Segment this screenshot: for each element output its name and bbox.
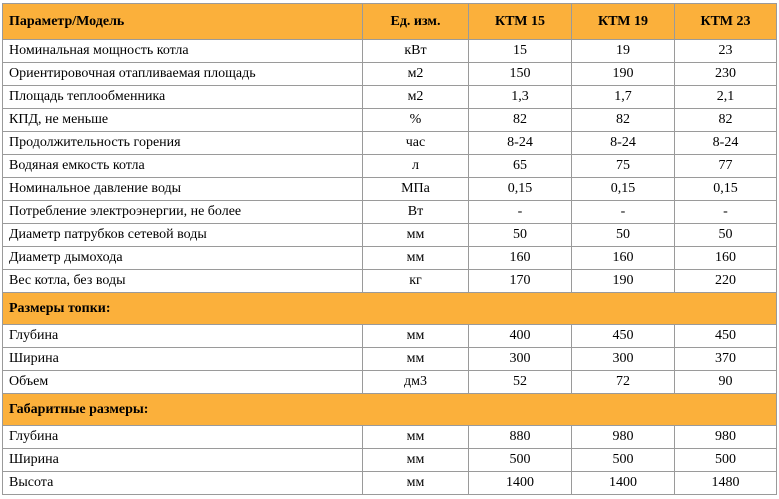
table-row xyxy=(3,63,777,86)
row-unit: кг xyxy=(363,270,469,293)
table-row xyxy=(3,247,777,270)
row-unit: Вт xyxy=(363,201,469,224)
row-value: 300 xyxy=(469,348,572,371)
header-model: КТМ 15 xyxy=(469,4,572,40)
row-value: 450 xyxy=(572,325,675,348)
row-value: 190 xyxy=(572,63,675,86)
row-label: Глубина xyxy=(3,426,363,449)
row-value: 23 xyxy=(675,40,777,63)
row-value: 230 xyxy=(675,63,777,86)
row-label: Площадь теплообменника xyxy=(3,86,363,109)
header-model: КТМ 19 xyxy=(572,4,675,40)
row-unit: % xyxy=(363,109,469,132)
row-label: Ширина xyxy=(3,449,363,472)
row-value: 50 xyxy=(675,224,777,247)
row-value: - xyxy=(469,201,572,224)
spec-body xyxy=(3,40,777,495)
row-value: 370 xyxy=(675,348,777,371)
row-unit: час xyxy=(363,132,469,155)
row-value: - xyxy=(675,201,777,224)
table-row xyxy=(3,371,777,394)
row-value: 52 xyxy=(469,371,572,394)
row-value: 82 xyxy=(572,109,675,132)
table-row xyxy=(3,40,777,63)
row-value: 90 xyxy=(675,371,777,394)
row-unit: м2 xyxy=(363,63,469,86)
table-row xyxy=(3,132,777,155)
table-row xyxy=(3,201,777,224)
row-value: 160 xyxy=(572,247,675,270)
row-label: Диаметр патрубков сетевой воды xyxy=(3,224,363,247)
row-value: 1480 xyxy=(675,472,777,495)
table-row xyxy=(3,472,777,495)
spec-table xyxy=(2,3,777,495)
row-unit: мм xyxy=(363,449,469,472)
row-value: 190 xyxy=(572,270,675,293)
row-label: Водяная емкость котла xyxy=(3,155,363,178)
row-value: 880 xyxy=(469,426,572,449)
row-value: 77 xyxy=(675,155,777,178)
row-value: 0,15 xyxy=(469,178,572,201)
row-value: 170 xyxy=(469,270,572,293)
row-label: Номинальное давление воды xyxy=(3,178,363,201)
row-label: Продолжительность горения xyxy=(3,132,363,155)
row-unit: м2 xyxy=(363,86,469,109)
row-value: 8-24 xyxy=(572,132,675,155)
row-value: 1,3 xyxy=(469,86,572,109)
table-row xyxy=(3,449,777,472)
header-unit: Ед. изм. xyxy=(363,4,469,40)
row-label: Диаметр дымохода xyxy=(3,247,363,270)
header-model: КТМ 23 xyxy=(675,4,777,40)
row-value: 50 xyxy=(572,224,675,247)
row-label: Глубина xyxy=(3,325,363,348)
row-value: 160 xyxy=(675,247,777,270)
table-row xyxy=(3,348,777,371)
row-value: 980 xyxy=(675,426,777,449)
row-value: 0,15 xyxy=(572,178,675,201)
section-title: Размеры топки: xyxy=(3,293,777,325)
row-label: Ширина xyxy=(3,348,363,371)
row-value: 82 xyxy=(469,109,572,132)
table-row xyxy=(3,86,777,109)
row-value: 0,15 xyxy=(675,178,777,201)
header-row xyxy=(3,4,777,40)
row-unit: мм xyxy=(363,247,469,270)
row-value: 8-24 xyxy=(675,132,777,155)
section-row xyxy=(3,394,777,426)
row-value: 400 xyxy=(469,325,572,348)
table-row xyxy=(3,224,777,247)
row-value: 450 xyxy=(675,325,777,348)
row-label: КПД, не меньше xyxy=(3,109,363,132)
row-value: 2,1 xyxy=(675,86,777,109)
table-row xyxy=(3,178,777,201)
row-label: Вес котла, без воды xyxy=(3,270,363,293)
table-row xyxy=(3,426,777,449)
row-unit: мм xyxy=(363,348,469,371)
row-value: 220 xyxy=(675,270,777,293)
row-unit: мм xyxy=(363,426,469,449)
row-value: 150 xyxy=(469,63,572,86)
table-row xyxy=(3,325,777,348)
row-value: 72 xyxy=(572,371,675,394)
table-row xyxy=(3,270,777,293)
row-value: 82 xyxy=(675,109,777,132)
section-title: Габаритные размеры: xyxy=(3,394,777,426)
table-row xyxy=(3,155,777,178)
table-row xyxy=(3,109,777,132)
row-value: 300 xyxy=(572,348,675,371)
row-value: 75 xyxy=(572,155,675,178)
row-unit: мм xyxy=(363,325,469,348)
row-label: Ориентировочная отапливаемая площадь xyxy=(3,63,363,86)
row-unit: л xyxy=(363,155,469,178)
row-value: 1400 xyxy=(469,472,572,495)
row-label: Потребление электроэнергии, не более xyxy=(3,201,363,224)
row-unit: мм xyxy=(363,224,469,247)
row-value: 160 xyxy=(469,247,572,270)
row-value: 15 xyxy=(469,40,572,63)
row-label: Объем xyxy=(3,371,363,394)
row-value: 8-24 xyxy=(469,132,572,155)
row-value: 500 xyxy=(572,449,675,472)
row-label: Номинальная мощность котла xyxy=(3,40,363,63)
row-unit: мм xyxy=(363,472,469,495)
row-value: 19 xyxy=(572,40,675,63)
header-param: Параметр/Модель xyxy=(3,4,363,40)
row-label: Высота xyxy=(3,472,363,495)
row-value: 65 xyxy=(469,155,572,178)
row-unit: МПа xyxy=(363,178,469,201)
row-value: 500 xyxy=(675,449,777,472)
row-unit: кВт xyxy=(363,40,469,63)
row-value: 50 xyxy=(469,224,572,247)
section-row xyxy=(3,293,777,325)
row-value: - xyxy=(572,201,675,224)
row-value: 500 xyxy=(469,449,572,472)
row-value: 980 xyxy=(572,426,675,449)
row-value: 1,7 xyxy=(572,86,675,109)
row-value: 1400 xyxy=(572,472,675,495)
row-unit: дм3 xyxy=(363,371,469,394)
